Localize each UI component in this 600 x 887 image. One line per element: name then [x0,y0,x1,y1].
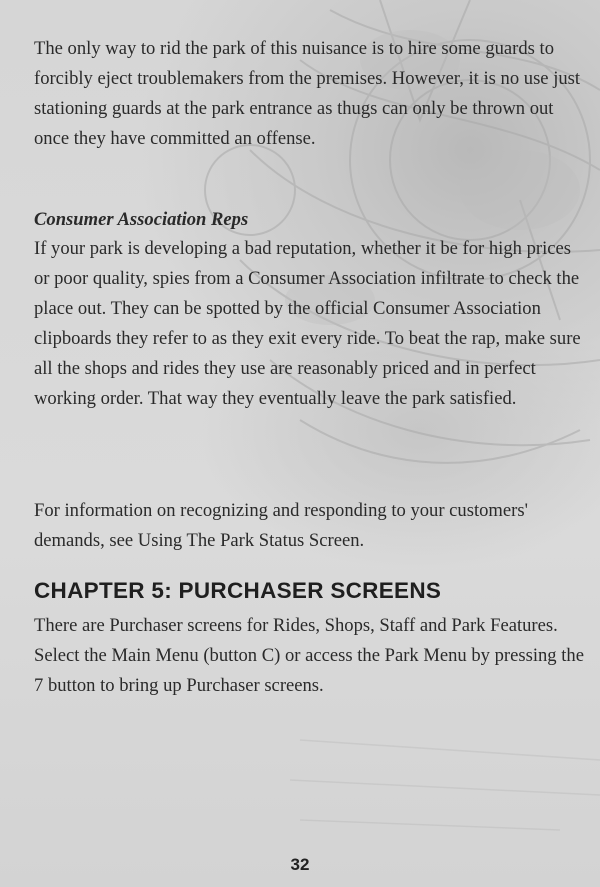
chapter-heading: CHAPTER 5: PURCHASER SCREENS [34,578,442,603]
purchaser-screens-paragraph: There are Purchaser screens for Rides, Shops, Staff and Park Features. Select the Main Menu (button C) or access the Park Menu by pressing the 7 button to bring up Purchaser screens. [34,615,584,696]
page-number: 32 [290,855,310,874]
consumer-association-paragraph: If your park is developing a bad reputation, whether it be for high prices or poor quality, spies from a Consumer Association infiltrate to check the place out. They can be spotted by the official Consumer Association clipboards they refer to as they exit every ride. To beat the rap, make sure all the shops and rides they use are reasonably priced and in perfect working order. That way they eventually leave the park satisfied. [34,238,581,409]
guards-paragraph: The only way to rid the park of this nuisance is to hire some guards to forcibly eject troublemakers from the premises. However, it is no use just stationing guards at the park entrance as thugs can only be thrown out once they have committed an offense. [34,38,581,149]
consumer-association-heading: Consumer Association Reps [34,209,249,230]
park-status-reference-paragraph: For information on recognizing and responding to your customers' demands, see Using The Park Status Screen. [34,500,528,551]
